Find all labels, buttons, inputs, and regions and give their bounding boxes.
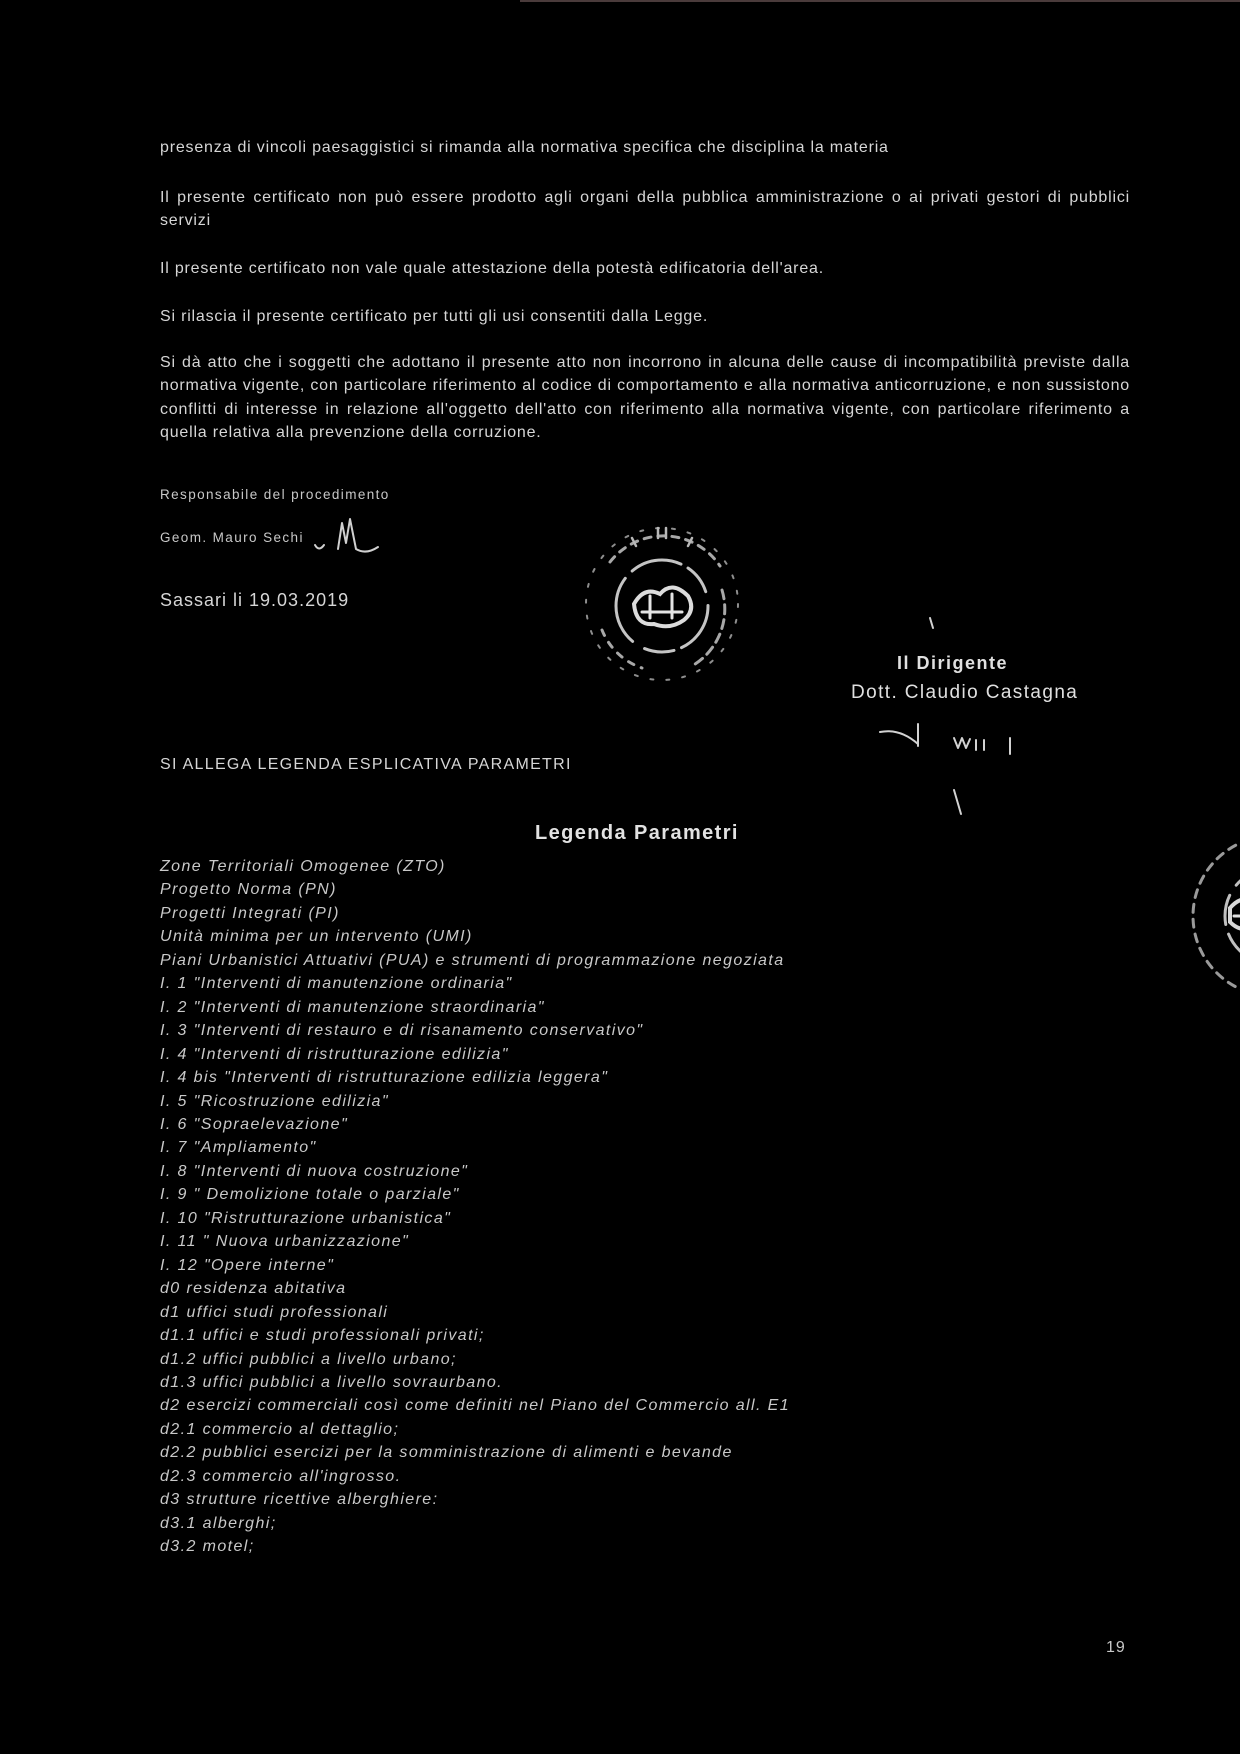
place-and-date: Sassari li 19.03.2019 [160,590,350,610]
legend-item: I. 11 " Nuova urbanizzazione" [160,1233,410,1251]
legend-item: I. 5 "Ricostruzione edilizia" [160,1092,389,1110]
legend-item: I. 9 " Demolizione totale o parziale" [160,1186,460,1204]
director-signature [820,600,1020,820]
legend-item: d1.1 uffici e studi professionali privati; [160,1327,485,1345]
legend-item: I. 12 "Opere interne" [160,1256,335,1274]
legend-item: I. 4 bis "Interventi di ristrutturazione edilizia leggera" [160,1069,609,1087]
partial-stamp [1148,828,1240,1003]
legend-item: Zone Territoriali Omogenee (ZTO) [160,858,446,875]
responsible-name: Geom. Mauro Sechi [160,530,304,545]
legend-item: I. 8 "Interventi di nuova costruzione" [160,1162,469,1180]
official-stamp [572,520,752,690]
legend-item: Progetti Integrati (PI) [160,904,340,922]
legend-item: d2.3 commercio all'ingrosso. [160,1467,402,1485]
legend-item: I. 10 "Ristrutturazione urbanistica" [160,1209,452,1227]
paragraph-certificate-usage-limit: Il presente certificato non può essere prodotto agli organi della pubblica amministrazione o ai privati gestori di pubblici servizi [160,189,1130,230]
legend-item: d2.1 commercio al dettaglio; [160,1420,400,1438]
legend-item: d1.2 uffici pubblici a livello urbano; [160,1350,457,1368]
legend-item: I. 4 "Interventi di ristrutturazione edilizia" [160,1045,509,1063]
legend-item: d1 uffici studi professionali [160,1303,389,1321]
legend-item: d2 esercizi commerciali così come definiti nel Piano del Commercio all. E1 [160,1397,791,1415]
page-number: 19 [1106,1639,1126,1656]
legend-item: I. 1 "Interventi di manutenzione ordinaria" [160,975,513,993]
legend-item: d3 strutture ricettive alberghiere: [160,1491,439,1509]
paragraph-landscape-constraints: presenza di vincoli paesaggistici si rimanda alla normativa specifica che disciplina la materia [160,139,889,156]
paragraph-issuance: Si rilascia il presente certificato per tutti gli usi consentiti dalla Legge. [160,308,709,325]
legend-item: Unità minima per un intervento (UMI) [160,928,473,946]
legend-item: I. 3 "Interventi di restauro e di risanamento conservativo" [160,1022,644,1040]
director-title: Il Dirigente [897,653,1009,673]
paragraph-not-building-right: Il presente certificato non vale quale attestazione della potestà edificatoria dell'area. [160,260,824,277]
paragraph-incompatibility-statement: Si dà atto che i soggetti che adottano il presente atto non incorrono in alcuna delle cause di incompatibilità previste dalla normativa vigente, con particolare riferimento al codice di comportamento e alla normativa anticorruzione, e non sussistono conflitti di interesse in relazione all'oggetto dell'atto con riferimento alla normativa vigente, con particolare riferimento a quella relativa alla prevenzione della corruzione. [160,354,1130,441]
legend-item: Piani Urbanistici Attuativi (PUA) e strumenti di programmazione negoziata [160,951,785,969]
legend-item: d2.2 pubblici esercizi per la somministrazione di alimenti e bevande [160,1444,733,1462]
legend-item: Progetto Norma (PN) [160,881,337,899]
responsible-label: Responsabile del procedimento [160,487,390,502]
legend-item: d3.2 motel; [160,1538,255,1556]
legend-item: d1.3 uffici pubblici a livello sovraurbano. [160,1373,504,1391]
legend-list [160,855,1120,1559]
director-name: Dott. Claudio Castagna [851,682,1079,703]
legend-item: I. 7 "Ampliamento" [160,1139,317,1157]
responsible-signature [312,513,382,559]
attachment-note: SI ALLEGA LEGENDA ESPLICATIVA PARAMETRI [160,756,572,773]
scan-edge-line [520,0,1240,2]
legend-item: d3.1 alberghi; [160,1514,277,1532]
legend-item: I. 6 "Sopraelevazione" [160,1115,349,1133]
legend-title: Legenda Parametri [535,822,739,844]
legend-item: d0 residenza abitativa [160,1280,347,1298]
legend-item: I. 2 "Interventi di manutenzione straordinaria" [160,998,545,1016]
